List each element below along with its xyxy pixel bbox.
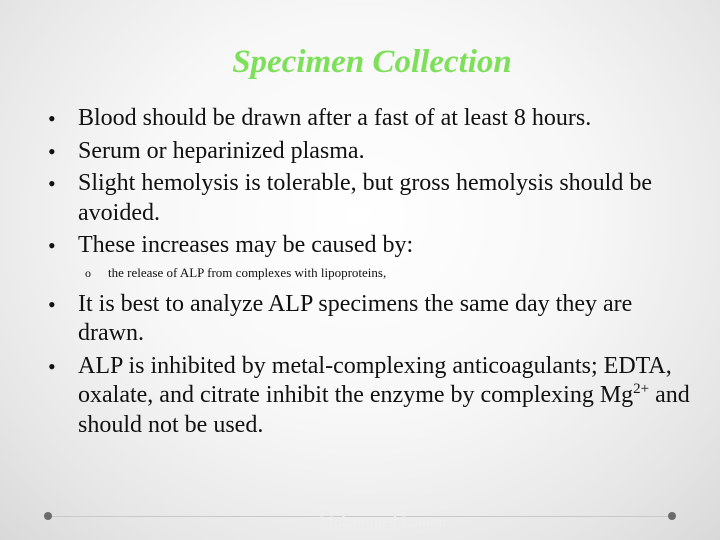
bullet-text: Slight hemolysis is tolerable, but gross hemolysis should be avoided.	[78, 170, 652, 226]
sub-bullet-item	[48, 264, 698, 282]
sub-bullet-text: the release of ALP from complexes with lipoproteins,	[108, 264, 387, 280]
superscript: 2+	[633, 381, 650, 397]
bullet-text: Blood should be drawn after a fast of at least 8 hours.	[78, 105, 592, 131]
right-knob-icon	[668, 512, 676, 520]
left-knob-icon	[44, 512, 52, 520]
slide-content	[48, 104, 698, 443]
bullet-marker: •	[48, 106, 56, 131]
bullet-item	[48, 169, 698, 228]
bullet-marker: •	[48, 291, 56, 317]
footer-author: Mohammed Lattam	[319, 514, 447, 531]
slide-title: Specimen Collection	[232, 44, 512, 80]
bullet-text-part: and should not be used.	[78, 382, 690, 438]
bullet-item	[48, 231, 698, 261]
bullet-text-part: ALP is inhibited by metal-complexing anticoagulants; EDTA, oxalate, and citrate inhibit the enzyme by complexing Mg	[78, 352, 672, 408]
bullet-text: These increases may be caused by:	[78, 232, 414, 258]
bullet-text: It is best to analyze ALP specimens the same day they are drawn.	[78, 290, 633, 346]
bullet-item	[48, 104, 698, 134]
bullet-item	[48, 290, 698, 349]
bullet-marker: •	[48, 138, 56, 164]
sub-bullet-marker: o	[85, 265, 91, 280]
bullet-text: Serum or heparinized plasma.	[78, 137, 365, 164]
bullet-item	[48, 137, 698, 167]
bullet-marker: •	[48, 171, 56, 196]
bullet-marker: •	[48, 353, 56, 379]
bullet-item	[48, 352, 698, 441]
bullet-marker: •	[48, 233, 56, 258]
